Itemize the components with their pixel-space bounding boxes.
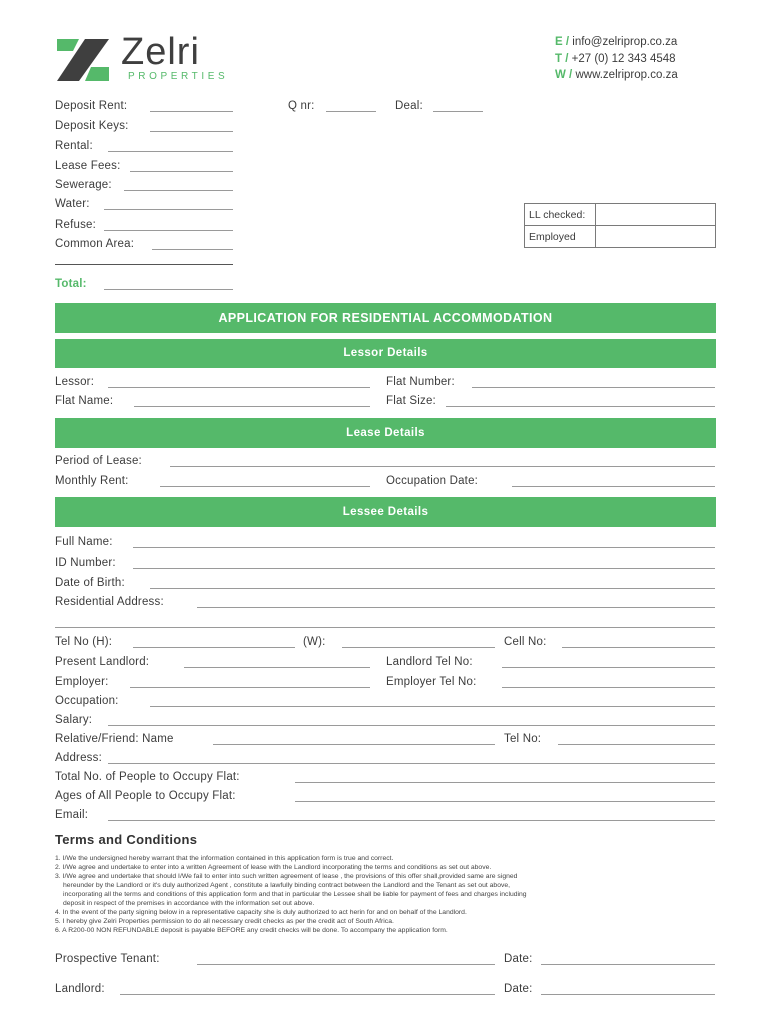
full-name-label: Full Name:	[55, 536, 113, 548]
water-field[interactable]	[104, 209, 233, 210]
tel-h-field[interactable]	[133, 647, 295, 648]
period-label: Period of Lease:	[55, 455, 142, 467]
tel-w-label: (W):	[303, 636, 326, 648]
web-prefix: W /	[555, 69, 573, 81]
employer-tel-field[interactable]	[502, 687, 715, 688]
period-field[interactable]	[170, 466, 715, 467]
residential-address-field-2[interactable]	[55, 627, 715, 628]
occupation-label: Occupation:	[55, 695, 119, 707]
salary-field[interactable]	[108, 725, 715, 726]
terms-item: 1. I/We the undersigned hereby warrant that the information contained in this application form is true and correct.	[55, 855, 394, 862]
flat-number-label: Flat Number:	[386, 376, 455, 388]
flat-name-field[interactable]	[134, 406, 370, 407]
refuse-label: Refuse:	[55, 219, 97, 231]
deposit-rent-field[interactable]	[150, 111, 233, 112]
total-rule	[55, 264, 233, 265]
ll-checked-field[interactable]	[596, 204, 716, 226]
salary-label: Salary:	[55, 714, 93, 726]
tel-value: +27 (0) 12 343 4548	[571, 53, 676, 65]
common-area-label: Common Area:	[55, 238, 135, 250]
landlord-check-table	[524, 203, 716, 248]
refuse-field[interactable]	[104, 230, 233, 231]
people-ages-field[interactable]	[295, 801, 715, 802]
flat-name-label: Flat Name:	[55, 395, 114, 407]
form-title: APPLICATION FOR RESIDENTIAL ACCOMMODATION	[55, 303, 716, 333]
deposit-keys-label: Deposit Keys:	[55, 120, 129, 132]
tenant-signature-field[interactable]	[197, 964, 495, 965]
landlord-tel-field[interactable]	[502, 667, 715, 668]
relative-tel-label: Tel No:	[504, 733, 542, 745]
terms-item: 3. I/We agree and undertake that should I/We fail to enter into such written agreement of lease , the provisions of this offer shall,provided same are signed	[55, 873, 518, 880]
landlord-signature-label: Landlord:	[55, 983, 105, 995]
terms-list	[55, 854, 715, 935]
terms-heading: Terms and Conditions	[55, 832, 198, 847]
q-nr-field[interactable]	[326, 111, 376, 112]
terms-item: 2. I/We agree and undertake to enter into a written Agreement of lease with the Landlord incorporating the terms and conditions as set out above.	[55, 864, 492, 871]
email-value: info@zelriprop.co.za	[572, 36, 678, 48]
sewerage-label: Sewerage:	[55, 179, 112, 191]
rental-field[interactable]	[108, 151, 233, 152]
terms-item: incorporating all the terms and conditions of this application form and that in particular the Lessee shall be liable for payment of fees and charges including	[63, 891, 527, 898]
tenant-date-label: Date:	[504, 953, 533, 965]
landlord-date-field[interactable]	[541, 994, 715, 995]
monthly-rent-field[interactable]	[160, 486, 370, 487]
logo	[55, 31, 245, 85]
monthly-rent-label: Monthly Rent:	[55, 475, 129, 487]
landlord-tel-label: Landlord Tel No:	[386, 656, 473, 668]
cell-field[interactable]	[562, 647, 715, 648]
lease-fees-field[interactable]	[130, 171, 233, 172]
tel-h-label: Tel No (H):	[55, 636, 113, 648]
deal-label: Deal:	[395, 100, 423, 112]
terms-item: 4. In the event of the party signing below in a representative capacity she is duly authorized to act herin for and on behalf of the Landlord.	[55, 909, 467, 916]
occupation-date-field[interactable]	[512, 486, 715, 487]
rental-label: Rental:	[55, 140, 93, 152]
deal-field[interactable]	[433, 111, 483, 112]
occupation-field[interactable]	[150, 706, 715, 707]
terms-item: 5. I hereby give Zelri Properties permission to do all necessary credit checks as per the credit act of South Africa.	[55, 918, 394, 925]
water-label: Water:	[55, 198, 90, 210]
employed-field[interactable]	[596, 226, 716, 248]
flat-size-field[interactable]	[446, 406, 715, 407]
present-landlord-label: Present Landlord:	[55, 656, 150, 668]
landlord-date-label: Date:	[504, 983, 533, 995]
address-field[interactable]	[108, 763, 715, 764]
lessor-field[interactable]	[108, 387, 370, 388]
people-count-field[interactable]	[295, 782, 715, 783]
web-value: www.zelriprop.co.za	[575, 69, 678, 81]
id-number-field[interactable]	[133, 568, 715, 569]
flat-number-field[interactable]	[472, 387, 715, 388]
brand-name: Zelri	[121, 31, 200, 73]
brand-tagline: PROPERTIES	[128, 71, 229, 82]
employer-field[interactable]	[130, 687, 370, 688]
employer-label: Employer:	[55, 676, 109, 688]
email-field[interactable]	[108, 820, 715, 821]
lessee-heading: Lessee Details	[55, 497, 716, 527]
contact-email	[555, 36, 677, 48]
present-landlord-field[interactable]	[184, 667, 370, 668]
dob-label: Date of Birth:	[55, 577, 125, 589]
tel-w-field[interactable]	[342, 647, 495, 648]
residential-address-label: Residential Address:	[55, 596, 164, 608]
ll-checked-label: LL checked:	[525, 204, 596, 226]
terms-item: deposit in respect of the premises in accordance with the information set out above.	[63, 900, 315, 907]
full-name-field[interactable]	[133, 547, 715, 548]
tel-prefix: T /	[555, 53, 569, 65]
flat-size-label: Flat Size:	[386, 395, 436, 407]
common-area-field[interactable]	[152, 249, 233, 250]
contact-tel	[555, 53, 676, 65]
contact-web	[555, 69, 678, 81]
total-label: Total:	[55, 278, 87, 290]
tenant-signature-label: Prospective Tenant:	[55, 953, 160, 965]
employed-label: Employed	[525, 226, 596, 248]
sewerage-field[interactable]	[124, 190, 233, 191]
relative-name-label: Relative/Friend: Name	[55, 733, 174, 745]
employer-tel-label: Employer Tel No:	[386, 676, 477, 688]
relative-tel-field[interactable]	[558, 744, 715, 745]
tenant-date-field[interactable]	[541, 964, 715, 965]
people-count-label: Total No. of People to Occupy Flat:	[55, 771, 240, 783]
lease-fees-label: Lease Fees:	[55, 160, 121, 172]
terms-item: 6. A R200-00 NON REFUNDABLE deposit is payable BEFORE any credit checks will be done. To accompany the application form.	[55, 927, 448, 934]
landlord-signature-field[interactable]	[120, 994, 495, 995]
cell-label: Cell No:	[504, 636, 547, 648]
terms-item: hereunder by the Landlord or it's duly authorized Agent , constitute a lawfully binding contract between the Landlord and the Tenant as set out above,	[63, 882, 511, 889]
total-field[interactable]	[104, 289, 233, 290]
email-label: Email:	[55, 809, 89, 821]
residential-address-field[interactable]	[197, 607, 715, 608]
lessor-label: Lessor:	[55, 376, 95, 388]
lessor-heading: Lessor Details	[55, 339, 716, 368]
lease-heading: Lease Details	[55, 418, 716, 448]
occupation-date-label: Occupation Date:	[386, 475, 479, 487]
q-nr-label: Q nr:	[288, 100, 315, 112]
zelri-logo-icon	[55, 37, 111, 83]
deposit-rent-label: Deposit Rent:	[55, 100, 128, 112]
people-ages-label: Ages of All People to Occupy Flat:	[55, 790, 236, 802]
email-prefix: E /	[555, 36, 570, 48]
dob-field[interactable]	[150, 588, 715, 589]
id-number-label: ID Number:	[55, 557, 116, 569]
address-label: Address:	[55, 752, 102, 764]
deposit-keys-field[interactable]	[150, 131, 233, 132]
relative-name-field[interactable]	[213, 744, 495, 745]
